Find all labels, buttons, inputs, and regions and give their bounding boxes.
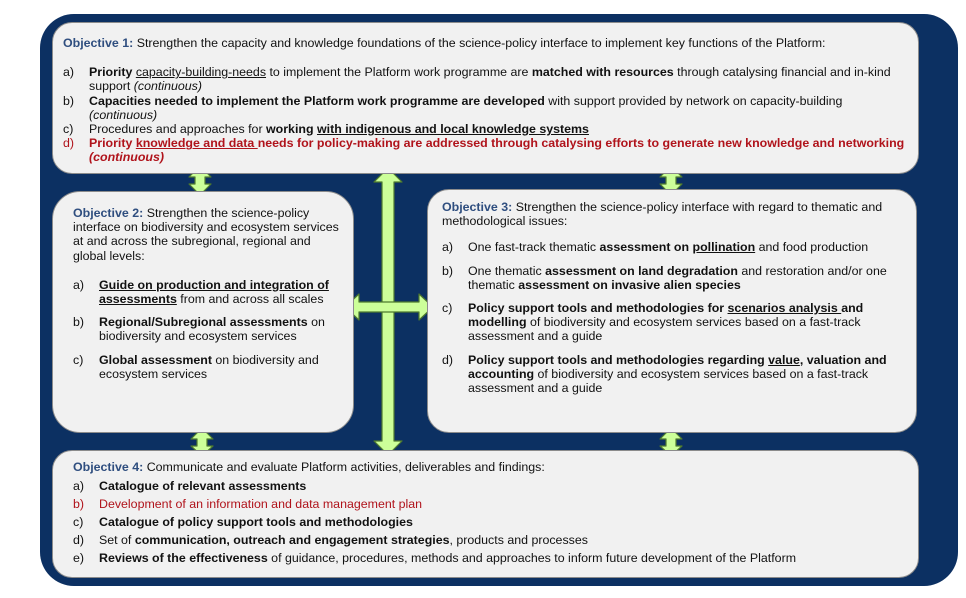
item-text: Procedures and approaches for bbox=[89, 122, 267, 137]
objective-1-box bbox=[52, 22, 919, 174]
item-text: Catalogue of relevant assessments bbox=[99, 479, 307, 494]
item-letter: c) bbox=[63, 122, 74, 137]
item-text: (continuous) bbox=[89, 150, 165, 165]
objective-4-title bbox=[73, 460, 908, 474]
list-item bbox=[73, 353, 341, 381]
objective-1-label: Objective 1: bbox=[63, 36, 134, 50]
item-letter: c) bbox=[442, 301, 453, 316]
item-text: Policy support tools and methodologies for bbox=[468, 301, 728, 316]
item-text: assessment on bbox=[599, 240, 693, 255]
item-text: value bbox=[768, 352, 800, 367]
objective-1-items bbox=[63, 65, 908, 164]
objective-2-text: Strengthen the science-policy interface on biodiversity and ecosystem services at and across the subregional, regional and global levels: bbox=[73, 206, 339, 263]
objective-4-items bbox=[73, 477, 908, 567]
item-text: (continuous) bbox=[133, 79, 202, 94]
item-text: on biodiversity and ecosystem services bbox=[99, 315, 325, 344]
item-text: Priority bbox=[89, 136, 136, 151]
item-text: pollination bbox=[692, 240, 756, 255]
item-text: of guidance, procedures, methods and approaches to inform future development of the Platform bbox=[267, 551, 797, 566]
list-item bbox=[442, 301, 904, 344]
item-text: matched with resources bbox=[531, 65, 674, 80]
item-letter: b) bbox=[73, 497, 85, 512]
item-text: communication, outreach and engagement strategies bbox=[134, 533, 450, 548]
item-text: One fast-track thematic bbox=[468, 240, 600, 255]
item-text: scenarios analysis bbox=[727, 301, 842, 316]
objective-4-text: Communicate and evaluate Platform activities, deliverables and findings: bbox=[143, 460, 545, 474]
objective-2-box bbox=[52, 191, 354, 433]
item-text: capacity-building-needs bbox=[135, 65, 267, 80]
item-text: and modelling bbox=[468, 301, 864, 330]
item-text: to implement the Platform work programme are bbox=[266, 65, 532, 80]
item-letter: a) bbox=[73, 479, 85, 494]
list-item bbox=[63, 122, 908, 136]
objective-2-title bbox=[73, 206, 341, 263]
item-letter: a) bbox=[63, 65, 75, 80]
item-text: , valuation and accounting bbox=[468, 352, 887, 381]
item-text: needs for policy-making are addressed through catalysing efforts to generate new knowledge and networking bbox=[257, 136, 905, 151]
item-letter: b) bbox=[63, 93, 75, 108]
objective-2-label: Objective 2: bbox=[73, 206, 144, 220]
objective-3-text: Strengthen the science-policy interface with regard to thematic and methodological issues: bbox=[442, 200, 883, 229]
item-text: assessment on land degradation bbox=[545, 263, 738, 278]
item-text: on biodiversity and ecosystem services bbox=[99, 352, 319, 381]
list-item bbox=[442, 353, 904, 396]
list-item bbox=[73, 477, 908, 495]
item-letter: b) bbox=[73, 315, 85, 330]
item-letter: a) bbox=[73, 277, 85, 292]
item-text: , products and processes bbox=[449, 533, 588, 548]
objective-1-title bbox=[63, 36, 908, 50]
item-text: Policy support tools and methodologies regarding bbox=[468, 352, 769, 367]
item-text: with support provided by network on capacity-building bbox=[544, 93, 843, 108]
list-item bbox=[63, 136, 908, 164]
list-item bbox=[63, 65, 908, 93]
list-item bbox=[442, 240, 904, 254]
list-item bbox=[73, 315, 341, 343]
item-text: Set of bbox=[99, 533, 135, 548]
item-text: Priority bbox=[89, 65, 136, 80]
item-text: of biodiversity and ecosystem services based on a fast-track assessment and a guide bbox=[468, 366, 869, 396]
objective-4-box bbox=[52, 450, 919, 578]
item-text: and restoration and/or one thematic bbox=[468, 263, 887, 292]
objective-3-label: Objective 3: bbox=[442, 200, 513, 214]
list-item bbox=[63, 94, 908, 122]
list-item bbox=[73, 549, 908, 567]
list-item bbox=[73, 513, 908, 531]
item-letter: d) bbox=[63, 136, 75, 151]
item-text: Development of an information and data management plan bbox=[99, 497, 423, 512]
item-text: Catalogue of policy support tools and methodologies bbox=[99, 515, 413, 530]
item-text: from and across all scales bbox=[176, 292, 324, 307]
objective-3-title bbox=[442, 200, 904, 228]
objective-2-items bbox=[73, 278, 341, 381]
item-text: working bbox=[266, 122, 317, 137]
list-item bbox=[73, 278, 341, 306]
objective-1-text: Strengthen the capacity and knowledge foundations of the science-policy interface to implement key functions of the Platform: bbox=[133, 36, 826, 50]
item-text: assessment on invasive alien species bbox=[518, 277, 741, 292]
item-text: One thematic bbox=[468, 263, 546, 278]
item-text: (continuous) bbox=[89, 107, 158, 122]
list-item bbox=[73, 531, 908, 549]
item-text: Reviews of the effectiveness bbox=[99, 551, 268, 566]
item-text: with indigenous and local knowledge systems bbox=[316, 122, 589, 137]
item-letter: c) bbox=[73, 352, 84, 367]
objective-4-label: Objective 4: bbox=[73, 460, 144, 474]
item-letter: e) bbox=[73, 551, 85, 566]
item-text: knowledge and data bbox=[135, 136, 258, 151]
item-text: of biodiversity and ecosystem services based on a fast-track assessment and a guide bbox=[468, 315, 861, 344]
item-text: and food production bbox=[755, 240, 869, 255]
item-letter: c) bbox=[73, 515, 84, 530]
list-item bbox=[73, 495, 908, 513]
item-text: Regional/Subregional assessments bbox=[99, 315, 308, 330]
item-text: through catalysing financial and in-kind support bbox=[89, 65, 891, 94]
item-letter: b) bbox=[442, 263, 454, 278]
item-letter: a) bbox=[442, 240, 454, 255]
objective-3-items bbox=[442, 240, 904, 395]
item-letter: d) bbox=[442, 352, 454, 367]
list-item bbox=[442, 264, 904, 292]
objective-3-box bbox=[427, 189, 917, 433]
item-text: Capacities needed to implement the Platform work programme are developed bbox=[89, 93, 545, 108]
item-text: Global assessment bbox=[99, 352, 212, 367]
item-text: Guide on production and integration of assessments bbox=[99, 277, 329, 307]
item-letter: d) bbox=[73, 533, 85, 548]
